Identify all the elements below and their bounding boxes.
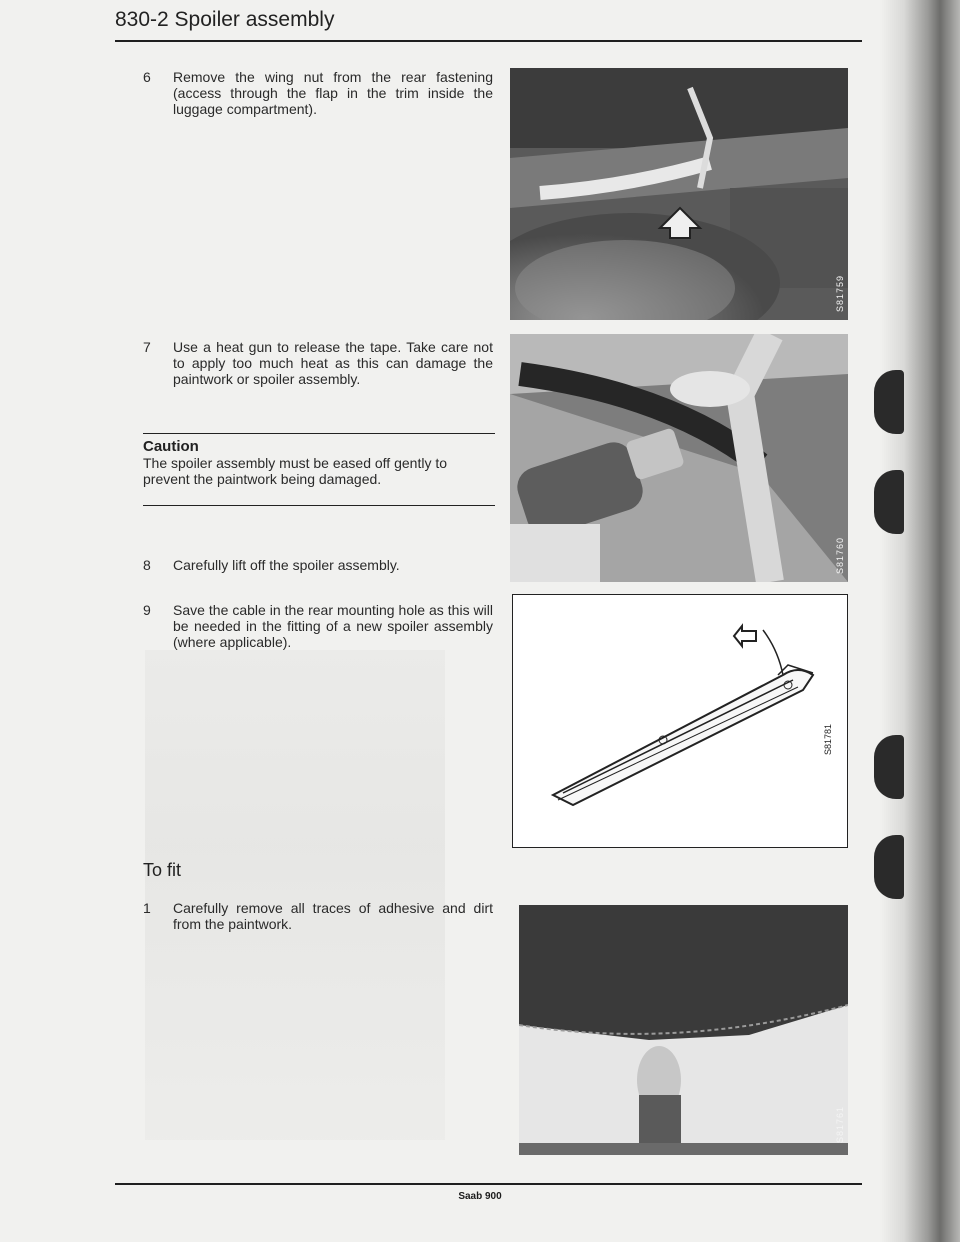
caution-top-rule	[143, 433, 495, 434]
step-text: Use a heat gun to release the tape. Take care not to apply too much heat as this can damage the paintwork or spoiler assembly.	[173, 339, 493, 387]
figure-code: S81759	[835, 274, 845, 312]
photo-cleaning-paintwork	[519, 905, 848, 1155]
step-number: 7	[143, 339, 151, 355]
photo-luggage-compartment	[510, 68, 848, 320]
step-text: Carefully lift off the spoiler assembly.	[173, 557, 400, 573]
step-text: Carefully remove all traces of adhesive and dirt from the paintwork.	[173, 900, 493, 932]
binder-tab	[874, 835, 904, 899]
caution-box	[143, 433, 495, 506]
step-9	[143, 602, 493, 650]
step-6	[143, 69, 493, 117]
step-text: Save the cable in the rear mounting hole as this will be needed in the fitting of a new spoiler assembly (where applicable).	[173, 602, 493, 650]
figure-code: S81781	[823, 723, 833, 755]
binder-tab	[874, 470, 904, 534]
fit-step-1	[143, 900, 493, 932]
binder-tab	[874, 735, 904, 799]
step-number: 8	[143, 557, 151, 573]
footer-rule	[115, 1183, 862, 1185]
header-rule	[115, 40, 862, 42]
step-text: Remove the wing nut from the rear fastening (access through the flap in the trim inside the luggage compartment).	[173, 69, 493, 117]
arrow-icon	[734, 626, 756, 646]
binder-tab	[874, 370, 904, 434]
step-7	[143, 339, 493, 387]
caution-title: Caution	[143, 438, 199, 455]
caution-bottom-rule	[143, 505, 495, 506]
page-title: 830-2 Spoiler assembly	[115, 8, 335, 31]
figure-code: S81760	[835, 536, 845, 574]
step-number: 1	[143, 900, 151, 916]
photo-heat-gun	[510, 334, 848, 582]
step-number: 9	[143, 602, 151, 618]
footer-label: Saab 900	[458, 1191, 502, 1202]
show-through-shadow	[145, 650, 445, 1140]
caution-text: The spoiler assembly must be eased off gently to prevent the paintwork being damaged.	[143, 455, 448, 487]
step-8	[143, 557, 493, 573]
drawing-spoiler-assembly	[512, 594, 848, 848]
step-number: 6	[143, 69, 151, 85]
figure-code: S81761	[835, 1105, 845, 1143]
section-title-to-fit: To fit	[143, 860, 182, 880]
binder-strip	[880, 0, 960, 1242]
